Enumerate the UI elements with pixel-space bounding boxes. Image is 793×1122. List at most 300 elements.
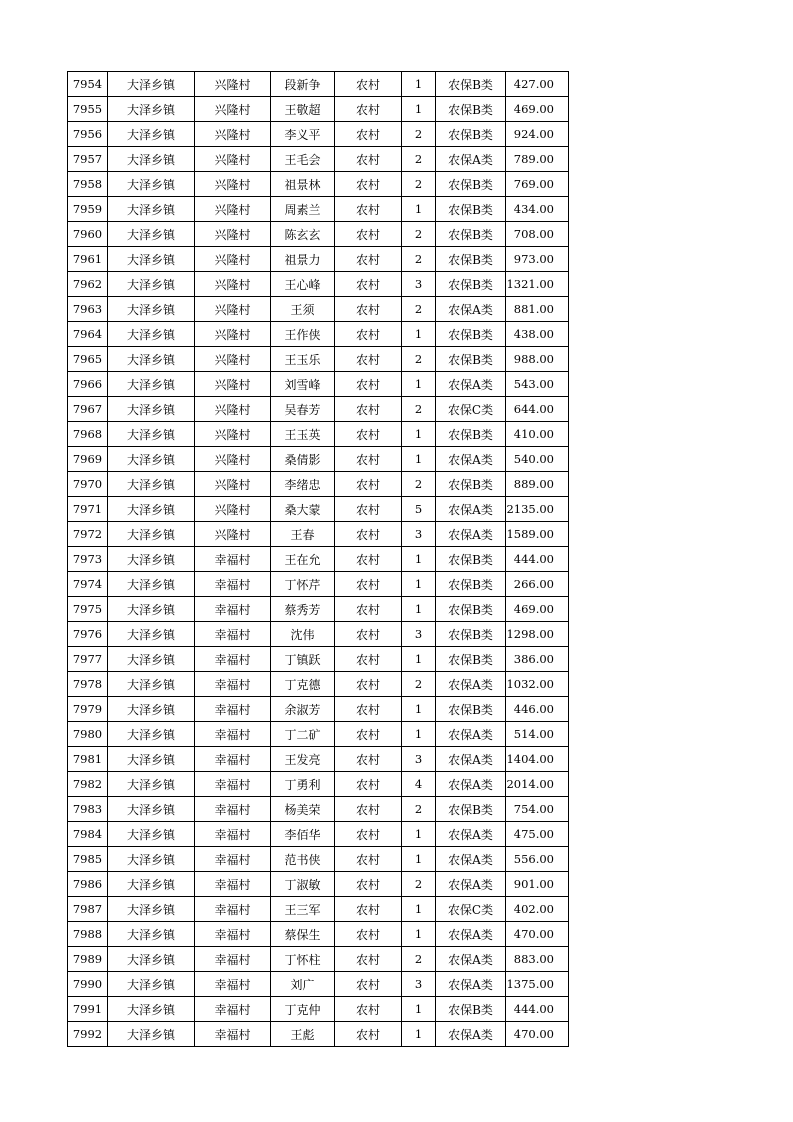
name-cell: 王发亮 <box>271 747 335 772</box>
data-table <box>67 71 569 1047</box>
town-cell: 大泽乡镇 <box>108 647 195 672</box>
area-type-cell: 农村 <box>335 222 402 247</box>
row-number-cell: 7969 <box>68 447 108 472</box>
name-cell: 王心峰 <box>271 272 335 297</box>
household-count-cell: 3 <box>402 522 436 547</box>
table-row <box>68 947 569 972</box>
insurance-category-cell: 农保A类 <box>436 372 506 397</box>
village-cell: 幸福村 <box>195 647 271 672</box>
town-cell: 大泽乡镇 <box>108 222 195 247</box>
area-type-cell: 农村 <box>335 347 402 372</box>
village-cell: 兴隆村 <box>195 172 271 197</box>
household-count-cell: 2 <box>402 147 436 172</box>
name-cell: 丁镇跃 <box>271 647 335 672</box>
insurance-category-cell: 农保A类 <box>436 947 506 972</box>
name-cell: 王三军 <box>271 897 335 922</box>
row-number-cell: 7984 <box>68 822 108 847</box>
table-body <box>68 72 569 1047</box>
amount-cell: 789.00 <box>506 147 569 172</box>
table-row <box>68 997 569 1022</box>
row-number-cell: 7988 <box>68 922 108 947</box>
name-cell: 丁怀芹 <box>271 572 335 597</box>
amount-cell: 469.00 <box>506 97 569 122</box>
village-cell: 兴隆村 <box>195 222 271 247</box>
insurance-category-cell: 农保B类 <box>436 172 506 197</box>
area-type-cell: 农村 <box>335 272 402 297</box>
household-count-cell: 2 <box>402 122 436 147</box>
town-cell: 大泽乡镇 <box>108 197 195 222</box>
village-cell: 幸福村 <box>195 847 271 872</box>
village-cell: 幸福村 <box>195 872 271 897</box>
household-count-cell: 1 <box>402 197 436 222</box>
row-number-cell: 7954 <box>68 72 108 97</box>
insurance-category-cell: 农保B类 <box>436 797 506 822</box>
row-number-cell: 7976 <box>68 622 108 647</box>
town-cell: 大泽乡镇 <box>108 697 195 722</box>
amount-cell: 475.00 <box>506 822 569 847</box>
village-cell: 幸福村 <box>195 597 271 622</box>
village-cell: 幸福村 <box>195 622 271 647</box>
area-type-cell: 农村 <box>335 847 402 872</box>
insurance-category-cell: 农保A类 <box>436 522 506 547</box>
insurance-category-cell: 农保B类 <box>436 272 506 297</box>
village-cell: 幸福村 <box>195 897 271 922</box>
area-type-cell: 农村 <box>335 472 402 497</box>
amount-cell: 540.00 <box>506 447 569 472</box>
table-row <box>68 647 569 672</box>
amount-cell: 446.00 <box>506 697 569 722</box>
village-cell: 兴隆村 <box>195 347 271 372</box>
table-row <box>68 272 569 297</box>
name-cell: 王敬超 <box>271 97 335 122</box>
household-count-cell: 2 <box>402 947 436 972</box>
row-number-cell: 7990 <box>68 972 108 997</box>
area-type-cell: 农村 <box>335 422 402 447</box>
amount-cell: 2135.00 <box>506 497 569 522</box>
area-type-cell: 农村 <box>335 572 402 597</box>
name-cell: 李义平 <box>271 122 335 147</box>
table-row <box>68 747 569 772</box>
village-cell: 幸福村 <box>195 772 271 797</box>
row-number-cell: 7960 <box>68 222 108 247</box>
amount-cell: 402.00 <box>506 897 569 922</box>
household-count-cell: 5 <box>402 497 436 522</box>
insurance-category-cell: 农保B类 <box>436 72 506 97</box>
amount-cell: 708.00 <box>506 222 569 247</box>
household-count-cell: 1 <box>402 847 436 872</box>
row-number-cell: 7989 <box>68 947 108 972</box>
village-cell: 兴隆村 <box>195 272 271 297</box>
town-cell: 大泽乡镇 <box>108 172 195 197</box>
town-cell: 大泽乡镇 <box>108 447 195 472</box>
insurance-category-cell: 农保B类 <box>436 122 506 147</box>
household-count-cell: 1 <box>402 72 436 97</box>
row-number-cell: 7959 <box>68 197 108 222</box>
table-row <box>68 1022 569 1047</box>
household-count-cell: 3 <box>402 622 436 647</box>
table-row <box>68 722 569 747</box>
insurance-category-cell: 农保C类 <box>436 397 506 422</box>
town-cell: 大泽乡镇 <box>108 747 195 772</box>
row-number-cell: 7983 <box>68 797 108 822</box>
name-cell: 桑大蒙 <box>271 497 335 522</box>
name-cell: 吴春芳 <box>271 397 335 422</box>
household-count-cell: 1 <box>402 372 436 397</box>
name-cell: 刘广 <box>271 972 335 997</box>
amount-cell: 973.00 <box>506 247 569 272</box>
insurance-category-cell: 农保B类 <box>436 247 506 272</box>
amount-cell: 1321.00 <box>506 272 569 297</box>
insurance-category-cell: 农保B类 <box>436 347 506 372</box>
amount-cell: 901.00 <box>506 872 569 897</box>
row-number-cell: 7961 <box>68 247 108 272</box>
table-row <box>68 822 569 847</box>
town-cell: 大泽乡镇 <box>108 922 195 947</box>
village-cell: 兴隆村 <box>195 372 271 397</box>
area-type-cell: 农村 <box>335 822 402 847</box>
area-type-cell: 农村 <box>335 372 402 397</box>
insurance-category-cell: 农保B类 <box>436 222 506 247</box>
household-count-cell: 1 <box>402 647 436 672</box>
village-cell: 兴隆村 <box>195 197 271 222</box>
amount-cell: 1298.00 <box>506 622 569 647</box>
household-count-cell: 1 <box>402 322 436 347</box>
table-row <box>68 797 569 822</box>
household-count-cell: 2 <box>402 397 436 422</box>
name-cell: 范书侠 <box>271 847 335 872</box>
name-cell: 余淑芳 <box>271 697 335 722</box>
area-type-cell: 农村 <box>335 522 402 547</box>
village-cell: 兴隆村 <box>195 147 271 172</box>
row-number-cell: 7980 <box>68 722 108 747</box>
row-number-cell: 7971 <box>68 497 108 522</box>
household-count-cell: 1 <box>402 697 436 722</box>
area-type-cell: 农村 <box>335 597 402 622</box>
name-cell: 陈玄玄 <box>271 222 335 247</box>
name-cell: 王玉乐 <box>271 347 335 372</box>
household-count-cell: 1 <box>402 822 436 847</box>
amount-cell: 1375.00 <box>506 972 569 997</box>
row-number-cell: 7981 <box>68 747 108 772</box>
area-type-cell: 农村 <box>335 297 402 322</box>
table-row <box>68 597 569 622</box>
town-cell: 大泽乡镇 <box>108 122 195 147</box>
household-count-cell: 4 <box>402 772 436 797</box>
row-number-cell: 7958 <box>68 172 108 197</box>
insurance-category-cell: 农保A类 <box>436 922 506 947</box>
row-number-cell: 7962 <box>68 272 108 297</box>
area-type-cell: 农村 <box>335 322 402 347</box>
village-cell: 兴隆村 <box>195 247 271 272</box>
town-cell: 大泽乡镇 <box>108 972 195 997</box>
name-cell: 刘雪峰 <box>271 372 335 397</box>
table-row <box>68 522 569 547</box>
town-cell: 大泽乡镇 <box>108 297 195 322</box>
amount-cell: 543.00 <box>506 372 569 397</box>
town-cell: 大泽乡镇 <box>108 347 195 372</box>
area-type-cell: 农村 <box>335 97 402 122</box>
table-row <box>68 672 569 697</box>
name-cell: 段新争 <box>271 72 335 97</box>
amount-cell: 266.00 <box>506 572 569 597</box>
household-count-cell: 1 <box>402 897 436 922</box>
town-cell: 大泽乡镇 <box>108 97 195 122</box>
household-count-cell: 1 <box>402 422 436 447</box>
insurance-category-cell: 农保A类 <box>436 297 506 322</box>
insurance-category-cell: 农保B类 <box>436 547 506 572</box>
name-cell: 祖景林 <box>271 172 335 197</box>
area-type-cell: 农村 <box>335 922 402 947</box>
village-cell: 兴隆村 <box>195 397 271 422</box>
insurance-category-cell: 农保A类 <box>436 872 506 897</box>
insurance-category-cell: 农保B类 <box>436 422 506 447</box>
area-type-cell: 农村 <box>335 772 402 797</box>
village-cell: 兴隆村 <box>195 422 271 447</box>
row-number-cell: 7985 <box>68 847 108 872</box>
village-cell: 幸福村 <box>195 797 271 822</box>
village-cell: 幸福村 <box>195 547 271 572</box>
row-number-cell: 7963 <box>68 297 108 322</box>
town-cell: 大泽乡镇 <box>108 597 195 622</box>
town-cell: 大泽乡镇 <box>108 797 195 822</box>
household-count-cell: 1 <box>402 722 436 747</box>
town-cell: 大泽乡镇 <box>108 572 195 597</box>
name-cell: 蔡保生 <box>271 922 335 947</box>
insurance-category-cell: 农保B类 <box>436 997 506 1022</box>
name-cell: 杨美荣 <box>271 797 335 822</box>
area-type-cell: 农村 <box>335 197 402 222</box>
area-type-cell: 农村 <box>335 72 402 97</box>
household-count-cell: 1 <box>402 997 436 1022</box>
household-count-cell: 1 <box>402 97 436 122</box>
town-cell: 大泽乡镇 <box>108 622 195 647</box>
town-cell: 大泽乡镇 <box>108 147 195 172</box>
area-type-cell: 农村 <box>335 997 402 1022</box>
area-type-cell: 农村 <box>335 697 402 722</box>
table-row <box>68 897 569 922</box>
amount-cell: 2014.00 <box>506 772 569 797</box>
area-type-cell: 农村 <box>335 497 402 522</box>
row-number-cell: 7986 <box>68 872 108 897</box>
household-count-cell: 2 <box>402 172 436 197</box>
village-cell: 兴隆村 <box>195 472 271 497</box>
amount-cell: 427.00 <box>506 72 569 97</box>
amount-cell: 386.00 <box>506 647 569 672</box>
table-row <box>68 97 569 122</box>
household-count-cell: 2 <box>402 297 436 322</box>
village-cell: 兴隆村 <box>195 497 271 522</box>
row-number-cell: 7974 <box>68 572 108 597</box>
table-row <box>68 247 569 272</box>
village-cell: 兴隆村 <box>195 97 271 122</box>
row-number-cell: 7966 <box>68 372 108 397</box>
insurance-category-cell: 农保A类 <box>436 497 506 522</box>
household-count-cell: 3 <box>402 972 436 997</box>
amount-cell: 754.00 <box>506 797 569 822</box>
amount-cell: 470.00 <box>506 1022 569 1047</box>
household-count-cell: 1 <box>402 547 436 572</box>
household-count-cell: 1 <box>402 572 436 597</box>
row-number-cell: 7956 <box>68 122 108 147</box>
name-cell: 丁淑敏 <box>271 872 335 897</box>
household-count-cell: 1 <box>402 922 436 947</box>
town-cell: 大泽乡镇 <box>108 497 195 522</box>
town-cell: 大泽乡镇 <box>108 947 195 972</box>
village-cell: 幸福村 <box>195 747 271 772</box>
name-cell: 丁二矿 <box>271 722 335 747</box>
name-cell: 丁怀柱 <box>271 947 335 972</box>
table-row <box>68 572 569 597</box>
amount-cell: 444.00 <box>506 547 569 572</box>
town-cell: 大泽乡镇 <box>108 247 195 272</box>
household-count-cell: 1 <box>402 1022 436 1047</box>
area-type-cell: 农村 <box>335 722 402 747</box>
household-count-cell: 2 <box>402 797 436 822</box>
amount-cell: 1404.00 <box>506 747 569 772</box>
amount-cell: 556.00 <box>506 847 569 872</box>
insurance-category-cell: 农保A类 <box>436 722 506 747</box>
amount-cell: 988.00 <box>506 347 569 372</box>
table-row <box>68 697 569 722</box>
table-row <box>68 972 569 997</box>
amount-cell: 514.00 <box>506 722 569 747</box>
row-number-cell: 7991 <box>68 997 108 1022</box>
table-row <box>68 72 569 97</box>
table-row <box>68 172 569 197</box>
amount-cell: 1589.00 <box>506 522 569 547</box>
area-type-cell: 农村 <box>335 547 402 572</box>
town-cell: 大泽乡镇 <box>108 1022 195 1047</box>
table-row <box>68 347 569 372</box>
name-cell: 李佰华 <box>271 822 335 847</box>
row-number-cell: 7979 <box>68 697 108 722</box>
village-cell: 幸福村 <box>195 1022 271 1047</box>
table-row <box>68 322 569 347</box>
insurance-category-cell: 农保A类 <box>436 972 506 997</box>
household-count-cell: 3 <box>402 272 436 297</box>
area-type-cell: 农村 <box>335 622 402 647</box>
town-cell: 大泽乡镇 <box>108 547 195 572</box>
household-count-cell: 3 <box>402 747 436 772</box>
amount-cell: 438.00 <box>506 322 569 347</box>
village-cell: 幸福村 <box>195 947 271 972</box>
name-cell: 丁克仲 <box>271 997 335 1022</box>
area-type-cell: 农村 <box>335 747 402 772</box>
insurance-category-cell: 农保B类 <box>436 697 506 722</box>
row-number-cell: 7968 <box>68 422 108 447</box>
table-row <box>68 547 569 572</box>
amount-cell: 470.00 <box>506 922 569 947</box>
table-row <box>68 397 569 422</box>
town-cell: 大泽乡镇 <box>108 397 195 422</box>
amount-cell: 434.00 <box>506 197 569 222</box>
table-row <box>68 147 569 172</box>
insurance-category-cell: 农保A类 <box>436 1022 506 1047</box>
village-cell: 兴隆村 <box>195 122 271 147</box>
village-cell: 兴隆村 <box>195 297 271 322</box>
insurance-category-cell: 农保A类 <box>436 847 506 872</box>
row-number-cell: 7965 <box>68 347 108 372</box>
insurance-category-cell: 农保A类 <box>436 147 506 172</box>
insurance-category-cell: 农保A类 <box>436 772 506 797</box>
row-number-cell: 7967 <box>68 397 108 422</box>
name-cell: 王毛会 <box>271 147 335 172</box>
row-number-cell: 7955 <box>68 97 108 122</box>
table-row <box>68 447 569 472</box>
name-cell: 李绪忠 <box>271 472 335 497</box>
town-cell: 大泽乡镇 <box>108 822 195 847</box>
village-cell: 兴隆村 <box>195 72 271 97</box>
amount-cell: 924.00 <box>506 122 569 147</box>
household-count-cell: 2 <box>402 472 436 497</box>
insurance-category-cell: 农保B类 <box>436 197 506 222</box>
insurance-category-cell: 农保A类 <box>436 822 506 847</box>
area-type-cell: 农村 <box>335 1022 402 1047</box>
area-type-cell: 农村 <box>335 797 402 822</box>
area-type-cell: 农村 <box>335 447 402 472</box>
insurance-category-cell: 农保B类 <box>436 572 506 597</box>
amount-cell: 1032.00 <box>506 672 569 697</box>
table-row <box>68 872 569 897</box>
town-cell: 大泽乡镇 <box>108 522 195 547</box>
insurance-category-cell: 农保B类 <box>436 472 506 497</box>
town-cell: 大泽乡镇 <box>108 472 195 497</box>
name-cell: 丁克德 <box>271 672 335 697</box>
area-type-cell: 农村 <box>335 872 402 897</box>
insurance-category-cell: 农保B类 <box>436 647 506 672</box>
village-cell: 幸福村 <box>195 922 271 947</box>
amount-cell: 410.00 <box>506 422 569 447</box>
area-type-cell: 农村 <box>335 947 402 972</box>
insurance-category-cell: 农保B类 <box>436 622 506 647</box>
table-row <box>68 497 569 522</box>
row-number-cell: 7970 <box>68 472 108 497</box>
town-cell: 大泽乡镇 <box>108 772 195 797</box>
table-row <box>68 472 569 497</box>
amount-cell: 469.00 <box>506 597 569 622</box>
household-count-cell: 2 <box>402 247 436 272</box>
town-cell: 大泽乡镇 <box>108 322 195 347</box>
village-cell: 幸福村 <box>195 697 271 722</box>
name-cell: 祖景力 <box>271 247 335 272</box>
household-count-cell: 2 <box>402 872 436 897</box>
area-type-cell: 农村 <box>335 122 402 147</box>
village-cell: 幸福村 <box>195 722 271 747</box>
row-number-cell: 7992 <box>68 1022 108 1047</box>
household-count-cell: 2 <box>402 347 436 372</box>
name-cell: 沈伟 <box>271 622 335 647</box>
insurance-category-cell: 农保A类 <box>436 672 506 697</box>
amount-cell: 644.00 <box>506 397 569 422</box>
village-cell: 幸福村 <box>195 972 271 997</box>
name-cell: 王玉英 <box>271 422 335 447</box>
row-number-cell: 7987 <box>68 897 108 922</box>
town-cell: 大泽乡镇 <box>108 672 195 697</box>
insurance-category-cell: 农保B类 <box>436 97 506 122</box>
village-cell: 兴隆村 <box>195 447 271 472</box>
name-cell: 蔡秀芳 <box>271 597 335 622</box>
table-row <box>68 622 569 647</box>
row-number-cell: 7982 <box>68 772 108 797</box>
table-row <box>68 122 569 147</box>
village-cell: 幸福村 <box>195 672 271 697</box>
table-row <box>68 197 569 222</box>
insurance-category-cell: 农保A类 <box>436 747 506 772</box>
row-number-cell: 7975 <box>68 597 108 622</box>
name-cell: 丁勇利 <box>271 772 335 797</box>
amount-cell: 881.00 <box>506 297 569 322</box>
town-cell: 大泽乡镇 <box>108 872 195 897</box>
